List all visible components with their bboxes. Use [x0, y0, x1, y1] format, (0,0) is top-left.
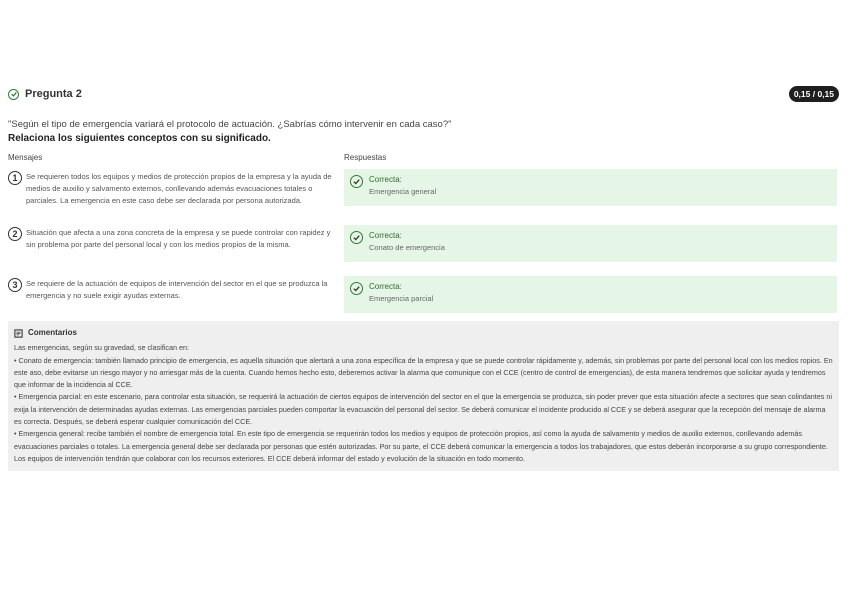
match-row: [8, 169, 839, 207]
column-headers: [8, 153, 839, 165]
check-circle-icon: [8, 89, 19, 100]
question-header: [8, 84, 839, 104]
match-row: [8, 225, 839, 262]
answer-value: Emergencia general: [369, 187, 437, 196]
match-row: [8, 276, 839, 313]
comments-panel: [8, 321, 839, 471]
check-circle-icon: [350, 231, 363, 244]
question-statement: "Según el tipo de emergencia variará el protocolo de actuación. ¿Sabrías cómo intervenir en cada caso?": [8, 119, 452, 130]
answer-status: Correcta:: [369, 282, 402, 291]
comment-icon: [14, 329, 23, 338]
score-badge: 0,15 / 0,15: [789, 86, 839, 102]
check-circle-icon: [350, 282, 363, 295]
question-title: Pregunta 2: [25, 88, 82, 100]
number-badge: 2: [8, 227, 22, 241]
comment-item: • Conato de emergencia: también llamado principio de emergencia, es aquella situación que alertará a una zona específica de la empresa y que se puede controlar rápidamente y, además, sin problemas por parte del personal local con los medios ropios. En este aso, debe evitarse un riesgo mayor y no arriesgar más de la cuenta. Cuando hemos hecho esto, deberemos activar la alarma que comunique con el CCE (centro de control de emergencias), de esta manera tendremos que solicitar ayuda y tendremos que informar de la incidencia al CCE.: [14, 355, 833, 390]
message-item: [8, 169, 344, 207]
answer-status: Correcta:: [369, 175, 402, 184]
number-badge: 3: [8, 278, 22, 292]
question-title-group: [8, 88, 82, 100]
message-text: Se requieren todos los equipos y medios de protección propios de la empresa y la ayuda de medios de auxilio y salvamento externos, conllevando además evacuaciones totales o parciales. La emergencia en este caso debe ser declarada por persona autorizada.: [26, 172, 332, 205]
answer-item: [344, 169, 837, 206]
comments-title: Comentarios: [28, 328, 77, 337]
message-item: [8, 225, 344, 262]
comment-item: • Emergencia parcial: en este escenario, para controlar esta situación, se requerirá la actuación de ciertos equipos de intervención del sector en el que la emergencia se produzca, sin poder prever que esta situación afecte a sectores que sean colindantes ni exija la intervención de determinadas ayudas externas. Las emergencias parciales pueden comportar la evacuación del personal del sector. Se deberá comunicar el incidente producido al CCE y se deberá asegurar que la recepción del mensaje de alarma es correcta. Después, se deberá esperar cualquier comunicación del CCE.: [14, 392, 832, 427]
answer-status: Correcta:: [369, 231, 402, 240]
comments-header: [14, 327, 833, 339]
message-text: Situación que afecta a una zona concreta de la empresa y se puede controlar con rapidez y sin problema por parte del personal local y con los medios propios de la misma.: [26, 228, 331, 249]
comments-intro: Las emergencias, según su gravedad, se clasifican en:: [14, 343, 189, 353]
answers-column-header: Respuestas: [344, 153, 387, 162]
comment-item: • Emergencia general: recibe también el nombre de emergencia total. En este tipo de emergencia se requerirán todos los medios y equipos de protección propios, así como la ayuda de salvamento y medios de auxilio externos, conllevando además evacuaciones parciales o totales. La emergencia general debe ser declarada por personas que estén autorizadas. Por su parte, el CCE deberá comunicar la emergencia a todos los trabajadores, que estos deberán incorporarse a su grupo correspondiente. Los equipos de intervención tendrán que colaborar con los recursos exteriores. El CCE deberá informar del estado y evolución de la situación en todo momento.: [14, 429, 828, 463]
answer-value: Conato de emergencia: [369, 243, 445, 252]
messages-column-header: Mensajes: [8, 153, 43, 162]
question-container: [8, 84, 839, 471]
number-badge: 1: [8, 171, 22, 185]
question-instruction: Relaciona los siguientes conceptos con su significado.: [8, 133, 271, 144]
message-text: Se requiere de la actuación de equipos de intervención del sector en el que se produzca la emergencia y no suele exigir ayudas externas.: [26, 279, 328, 300]
check-circle-icon: [350, 175, 363, 188]
answer-item: [344, 276, 837, 313]
answer-item: [344, 225, 837, 262]
message-item: [8, 276, 344, 313]
answer-value: Emergencia parcial: [369, 294, 434, 303]
